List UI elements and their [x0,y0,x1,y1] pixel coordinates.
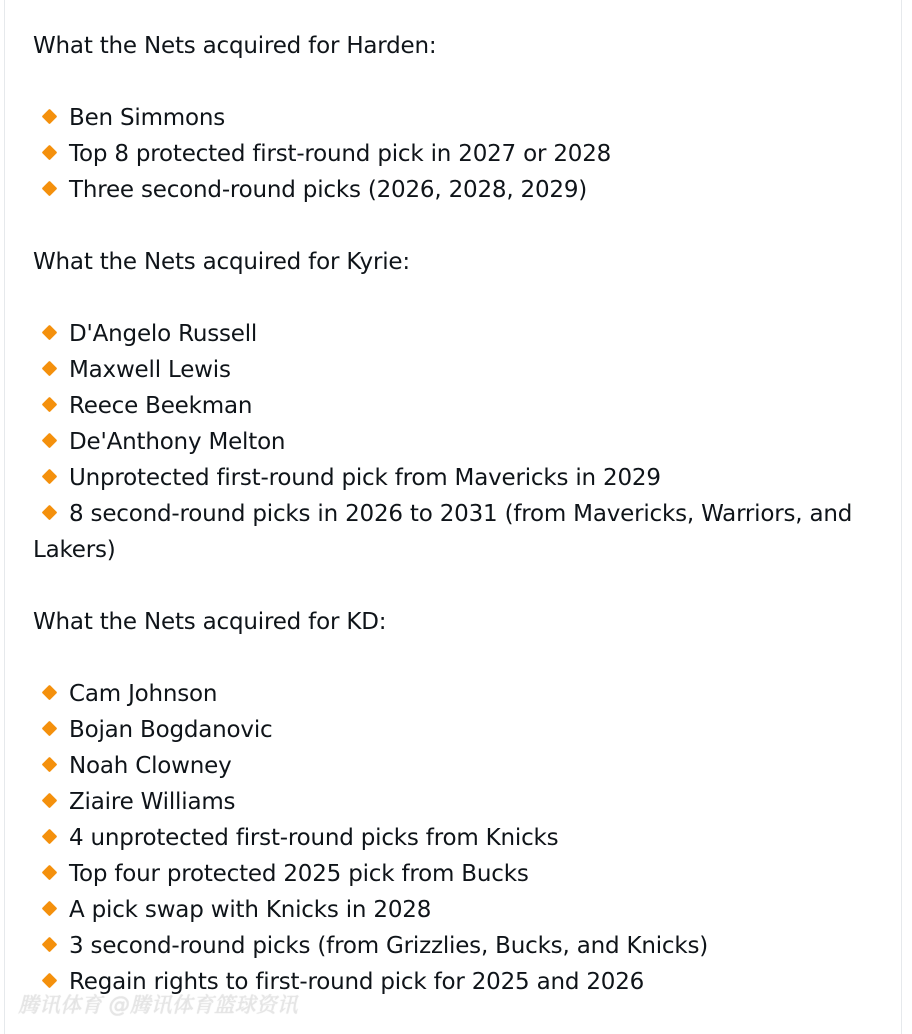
list-item-text: Bojan Bogdanovic [69,717,273,743]
orange-diamond-icon [42,937,58,953]
list-item-text: Regain rights to first-round pick for 2025 and 2026 [69,969,645,995]
list-item [33,172,883,208]
orange-diamond-icon [42,145,58,161]
post-card [4,0,902,1034]
list-item-text: 4 unprotected first-round picks from Knicks [69,825,559,851]
harden-acquisitions-list [33,100,883,208]
orange-diamond-icon [42,757,58,773]
section-heading-kyrie: What the Nets acquired for Kyrie: [33,249,410,275]
spacer [33,208,883,244]
list-item-text: D'Angelo Russell [69,321,258,347]
list-item [33,820,883,856]
list-item [33,352,883,388]
list-item [33,712,883,748]
list-item [33,748,883,784]
orange-diamond-icon [42,361,58,377]
spacer [33,64,883,100]
list-item [33,388,883,424]
list-item [33,928,883,964]
list-item [33,424,883,460]
orange-diamond-icon [42,721,58,737]
list-item-text: Top 8 protected first-round pick in 2027 or 2028 [69,141,612,167]
list-item-text: Top four protected 2025 pick from Bucks [69,861,529,887]
watermark: 腾讯体育 @腾讯体育篮球资讯 [18,993,298,1017]
orange-diamond-icon [42,973,58,989]
orange-diamond-icon [42,181,58,197]
list-item [33,856,883,892]
orange-diamond-icon [42,433,58,449]
spacer [33,280,883,316]
list-item-text: 8 second-round picks in 2026 to 2031 (from Mavericks, Warriors, and Lakers) [33,501,853,563]
list-item-text: Unprotected first-round pick from Mavericks in 2029 [69,465,661,491]
list-item [33,460,883,496]
list-item-text: Ben Simmons [69,105,226,131]
orange-diamond-icon [42,469,58,485]
kyrie-acquisitions-list [33,316,883,568]
spacer [33,640,883,676]
orange-diamond-icon [42,397,58,413]
spacer [33,568,883,604]
list-item-text: Cam Johnson [69,681,218,707]
list-item-text: Three second-round picks (2026, 2028, 2029) [69,177,588,203]
list-item-text: Ziaire Williams [69,789,236,815]
post-text [33,28,883,1000]
orange-diamond-icon [42,685,58,701]
section-heading-kd: What the Nets acquired for KD: [33,609,387,635]
list-item [33,136,883,172]
list-item-text: A pick swap with Knicks in 2028 [69,897,432,923]
list-item [33,892,883,928]
kd-acquisitions-list [33,676,883,1000]
orange-diamond-icon [42,325,58,341]
list-item [33,784,883,820]
orange-diamond-icon [42,901,58,917]
list-item-text: De'Anthony Melton [69,429,286,455]
list-item [33,100,883,136]
list-item-text: Maxwell Lewis [69,357,231,383]
list-item-text: Noah Clowney [69,753,232,779]
section-heading-harden: What the Nets acquired for Harden: [33,33,437,59]
orange-diamond-icon [42,865,58,881]
orange-diamond-icon [42,829,58,845]
orange-diamond-icon [42,793,58,809]
orange-diamond-icon [42,109,58,125]
list-item [33,676,883,712]
list-item [33,496,883,568]
list-item-text: Reece Beekman [69,393,253,419]
list-item [33,316,883,352]
orange-diamond-icon [42,505,58,521]
list-item-text: 3 second-round picks (from Grizzlies, Bucks, and Knicks) [69,933,709,959]
